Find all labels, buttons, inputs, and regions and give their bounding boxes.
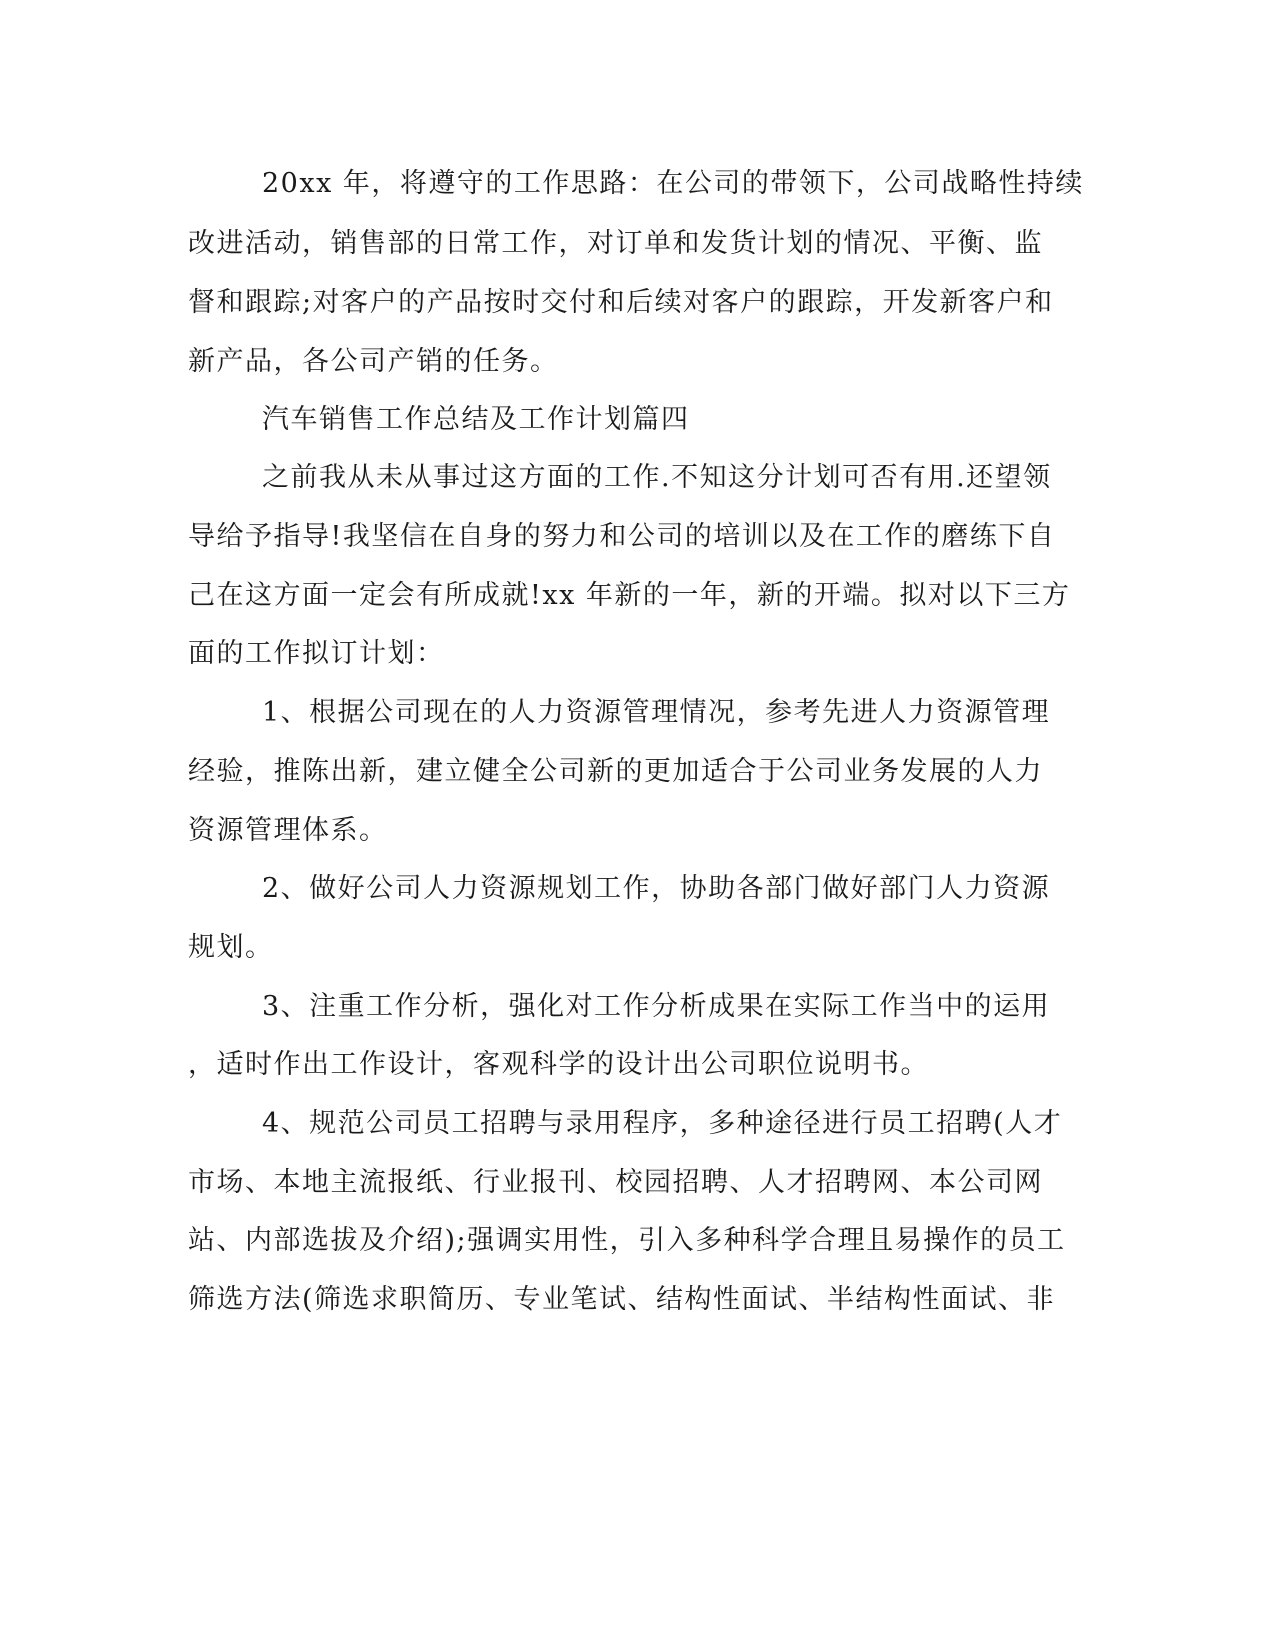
list-item: 3、注重工作分析，强化对工作分析成果在实际工作当中的运用 [262,991,1051,1022]
text-line: 督和跟踪;对客户的产品按时交付和后续对客户的跟踪，开发新客户和 [188,287,1054,318]
list-item: 2、做好公司人力资源规划工作，协助各部门做好部门人力资源 [262,873,1051,904]
text-line: 导给予指导!我坚信在自身的努力和公司的培训以及在工作的磨练下自 [188,521,1056,552]
text-line: 己在这方面一定会有所成就!xx 年新的一年，新的开端。拟对以下三方 [188,580,1071,611]
text-line: 经验，推陈出新，建立健全公司新的更加适合于公司业务发展的人力 [188,756,1043,787]
section-heading: 汽车销售工作总结及工作计划篇四 [262,404,690,435]
text-line: ，适时作出工作设计，客观科学的设计出公司职位说明书。 [188,1049,929,1080]
text-line: 资源管理体系。 [188,815,388,846]
text-line: 20xx 年，将遵守的工作思路：在公司的带领下，公司战略性持续 [262,168,1084,199]
text-line: 站、内部选拔及介绍);强调实用性，引入多种科学合理且易操作的员工 [188,1225,1066,1256]
text-line: 筛选方法(筛选求职简历、专业笔试、结构性面试、半结构性面试、非 [188,1284,1056,1315]
text-line: 市场、本地主流报纸、行业报刊、校园招聘、人才招聘网、本公司网 [188,1167,1043,1198]
text-line: 之前我从未从事过这方面的工作.不知这分计划可否有用.还望领 [262,462,1052,493]
text-line: 新产品，各公司产销的任务。 [188,346,559,377]
list-item: 1、根据公司现在的人力资源管理情况，参考先进人力资源管理 [262,697,1051,728]
list-item: 4、规范公司员工招聘与录用程序，多种途径进行员工招聘(人才 [262,1108,1063,1139]
text-line: 面的工作拟订计划： [188,638,445,669]
text-line: 改进活动，销售部的日常工作，对订单和发货计划的情况、平衡、监 [188,228,1043,259]
text-line: 规划。 [188,932,274,963]
